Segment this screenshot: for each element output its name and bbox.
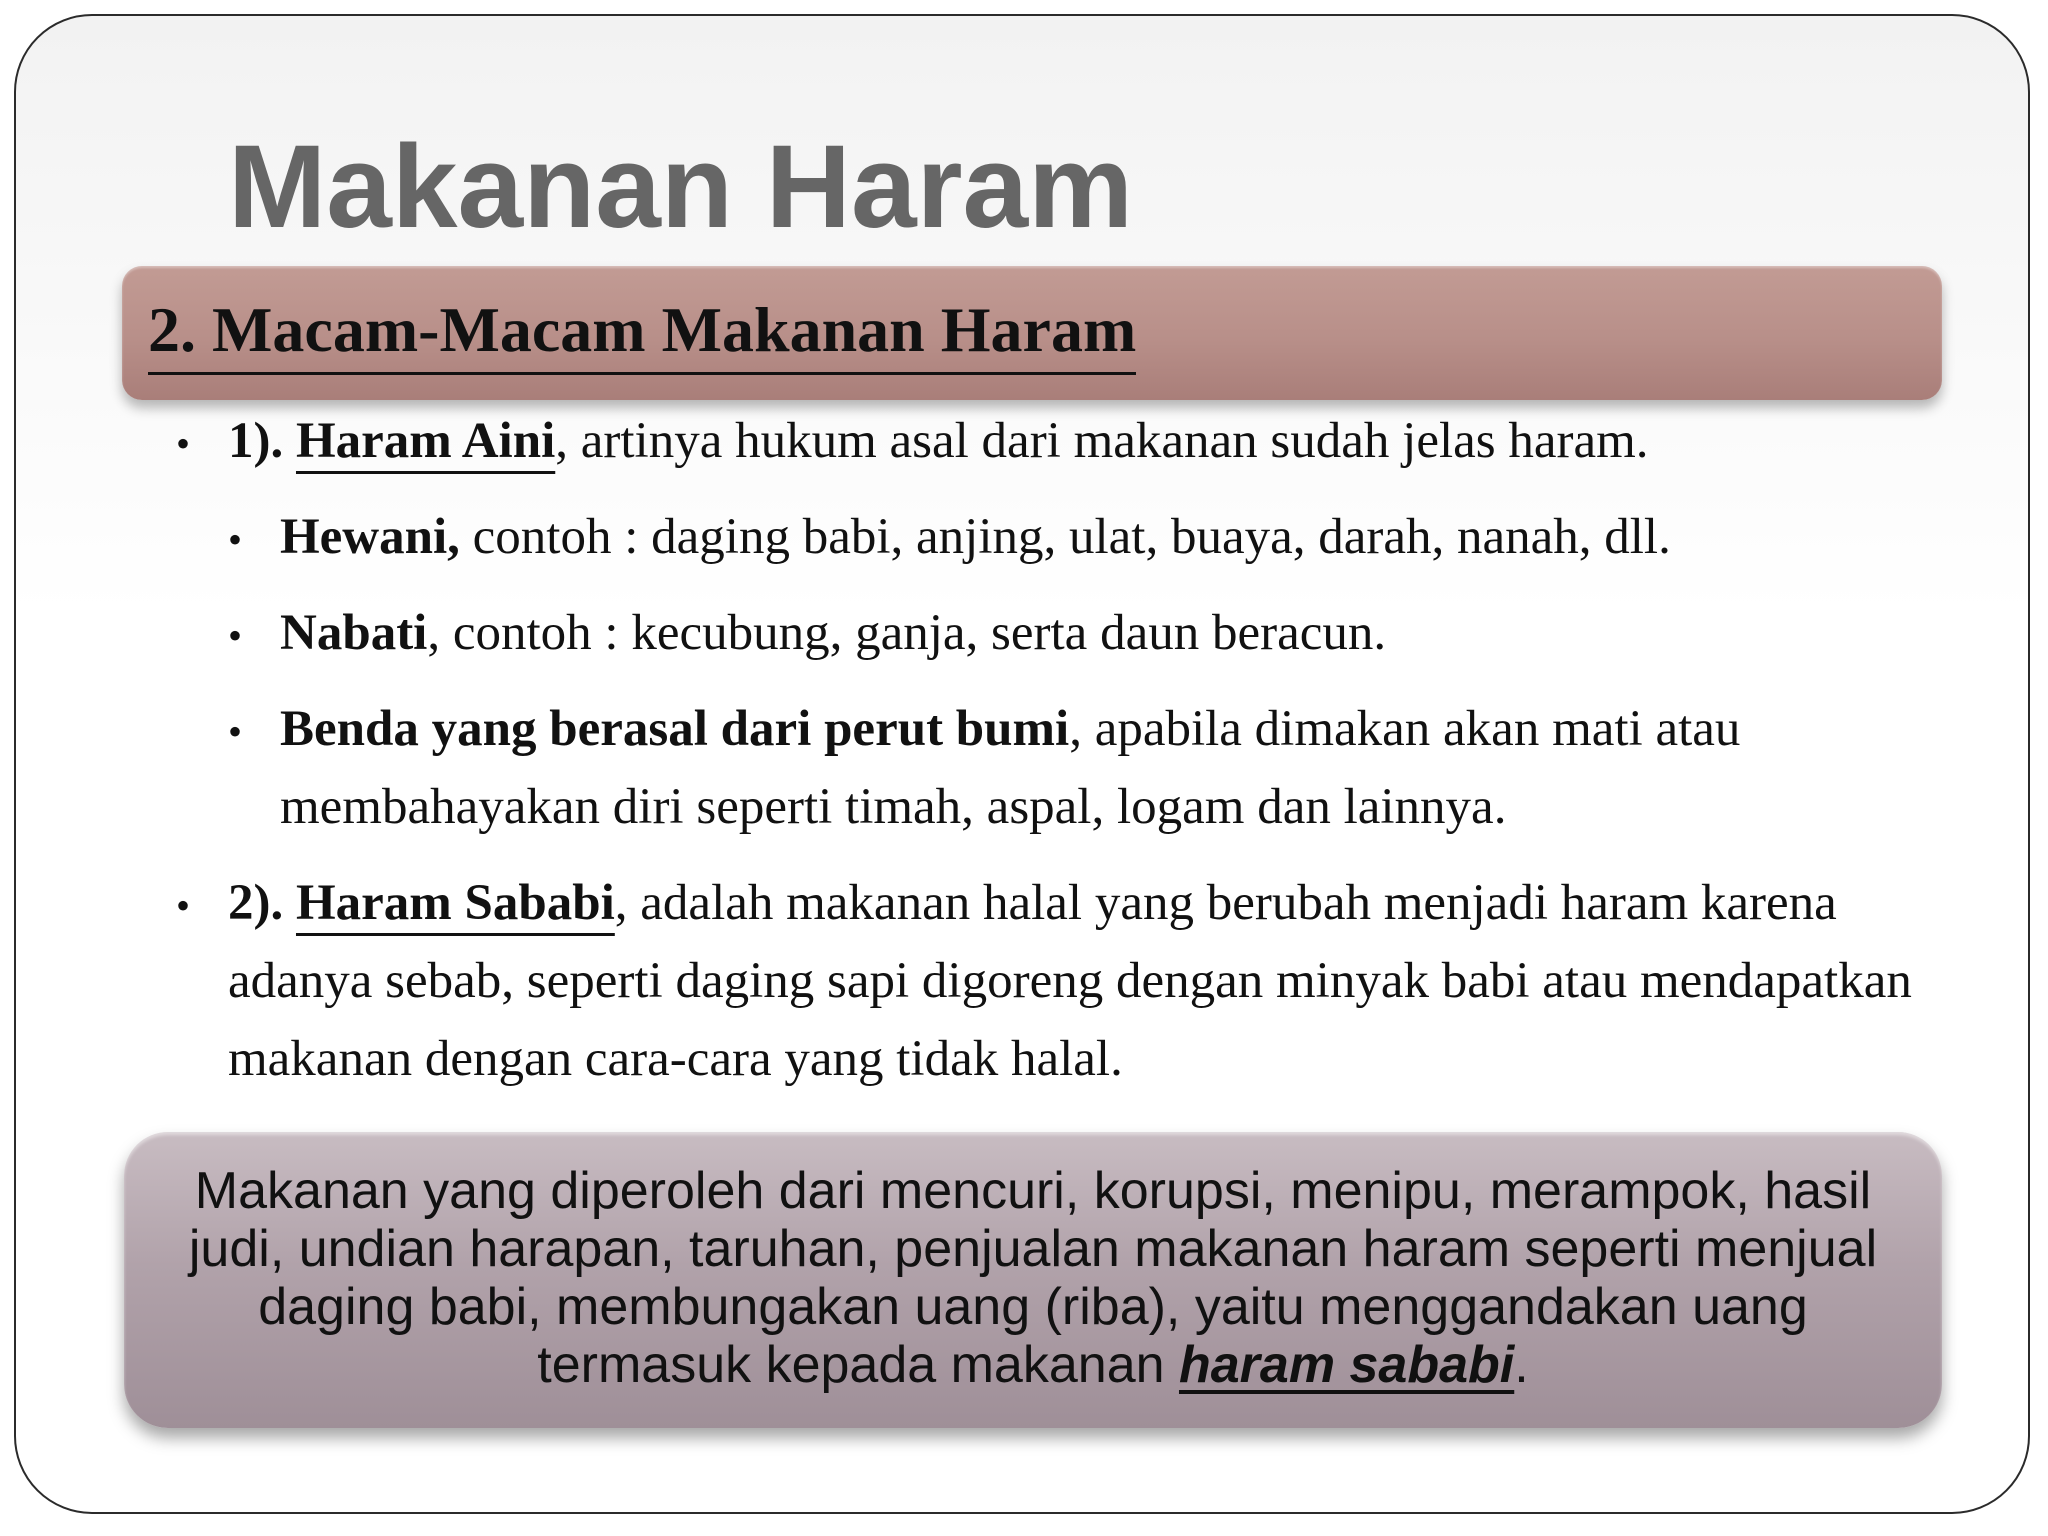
item-text: , adalah makanan halal yang berubah menjadi haram karena adanya sebab, seperti daging sapi digoreng dengan minyak babi atau mendapatkan makanan dengan cara-cara yang tidak halal.	[228, 875, 1912, 1087]
slide-subtitle: 2. Macam-Macam Makanan Haram	[148, 298, 1136, 375]
list-item-nabati	[280, 594, 1920, 672]
item-term: Hewani,	[280, 509, 460, 565]
list-item-perut-bumi	[280, 690, 1920, 846]
list-item-haram-aini	[228, 402, 1908, 480]
summary-body: Makanan yang diperoleh dari mencuri, korupsi, menipu, merampok, hasil judi, undian harapan, taruhan, penjualan makanan haram seperti menjual daging babi, membungakan uang (riba), yaitu menggandakan uang termasuk kepada makanan	[188, 1162, 1878, 1394]
bullet-marker: •	[176, 883, 191, 928]
item-text: , artinya hukum asal dari makanan sudah jelas haram.	[555, 413, 1649, 469]
bullet-marker: •	[228, 517, 243, 562]
item-prefix: 2).	[228, 875, 284, 931]
item-prefix: 1).	[228, 413, 284, 469]
list-item-haram-sababi	[228, 864, 1918, 1098]
item-term: Nabati	[280, 605, 428, 661]
list-item-hewani	[280, 498, 1920, 576]
summary-callout	[124, 1132, 1942, 1428]
bullet-marker: •	[228, 709, 243, 754]
item-term: Haram Aini	[295, 413, 556, 469]
summary-emphasis: haram sababi	[1178, 1336, 1515, 1394]
bullet-marker: •	[176, 421, 191, 466]
summary-text	[164, 1162, 1902, 1394]
item-text: contoh : daging babi, anjing, ulat, buaya, darah, nanah, dll.	[459, 509, 1671, 565]
summary-end: .	[1514, 1336, 1529, 1394]
item-text: , contoh : kecubung, ganja, serta daun beracun.	[427, 605, 1387, 661]
bullet-marker: •	[228, 613, 243, 658]
slide-title: Makanan Haram	[228, 121, 1134, 253]
item-term: Benda yang berasal dari perut bumi	[280, 701, 1070, 757]
item-text: , apabila dimakan akan mati atau membahayakan diri seperti timah, aspal, logam dan lainnya.	[280, 701, 1741, 835]
item-term: Haram Sababi	[295, 875, 615, 931]
